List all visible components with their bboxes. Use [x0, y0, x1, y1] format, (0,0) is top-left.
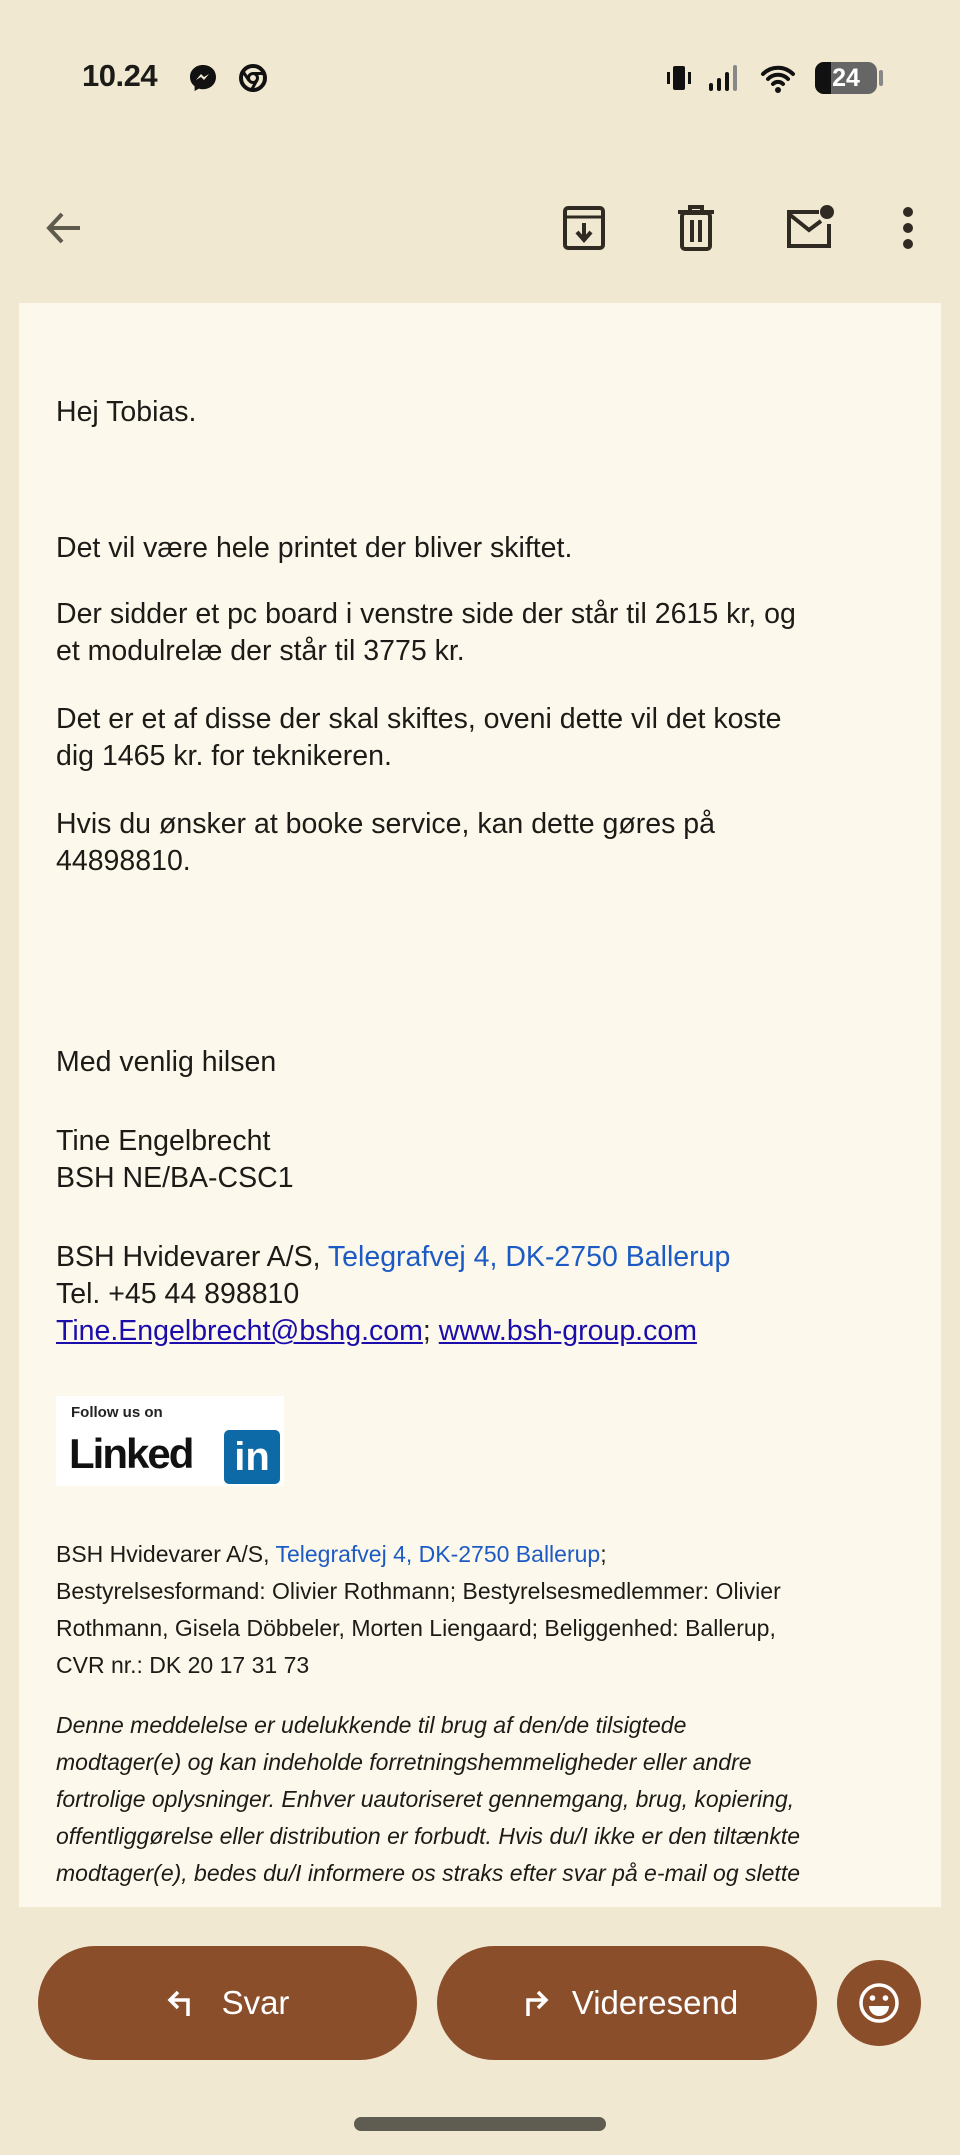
- smiley-icon: [857, 1981, 901, 2025]
- battery-indicator: [815, 62, 877, 94]
- linkedin-in-logo: in: [224, 1430, 280, 1484]
- phone: Tel. +45 44 898810: [56, 1278, 300, 1310]
- closing: Med venlig hilsen: [56, 1046, 277, 1078]
- body-paragraph-2: [56, 596, 796, 670]
- footer-company: BSH Hvidevarer A/S,: [56, 1541, 276, 1567]
- contact-block: [56, 1239, 730, 1350]
- messenger-icon: [188, 63, 218, 93]
- signal-icon: [707, 63, 743, 93]
- line: 44898810.: [56, 845, 191, 877]
- chrome-icon: [238, 63, 268, 93]
- linkedin-follow-badge[interactable]: [56, 1396, 284, 1486]
- line: dig 1465 kr. for teknikeren.: [56, 740, 392, 772]
- mark-unread-icon: [785, 204, 835, 252]
- forward-label: Videresend: [571, 1984, 739, 2021]
- reply-icon: [166, 1986, 200, 2020]
- disclaimer-line: fortrolige oplysninger. Enhver uautoriseret gennemgang, brug, kopiering,: [56, 1786, 795, 1812]
- email-link[interactable]: Tine.Engelbrecht@bshg.com: [56, 1315, 423, 1347]
- links-line: [56, 1313, 730, 1350]
- company-line: [56, 1239, 730, 1276]
- battery-level: 24: [832, 64, 860, 92]
- email-body: [19, 303, 941, 1907]
- greeting: Hej Tobias.: [56, 396, 197, 428]
- archive-button[interactable]: [556, 200, 612, 256]
- body-paragraph-1: [56, 530, 572, 567]
- mark-unread-button[interactable]: [782, 200, 838, 256]
- footer-line: Bestyrelsesformand: Olivier Rothmann; Bestyrelsesmedlemmer: Olivier: [56, 1578, 781, 1604]
- disclaimer-line: modtager(e), bedes du/I informere os straks efter svar på e-mail og slette: [56, 1860, 800, 1886]
- archive-icon: [562, 204, 606, 252]
- forward-icon: [516, 1986, 550, 2020]
- line: Hvis du ønsker at booke service, kan dette gøres på: [56, 808, 715, 840]
- legal-footer: [56, 1536, 781, 1684]
- linkedin-follow-text: Follow us on: [71, 1404, 163, 1421]
- delete-button[interactable]: [668, 200, 724, 256]
- line: Det vil være hele printet der bliver skiftet.: [56, 532, 573, 564]
- back-icon: [42, 206, 86, 250]
- footer-address-link[interactable]: Telegrafvej 4, DK-2750 Ballerup: [275, 1541, 601, 1567]
- back-button[interactable]: [36, 200, 92, 256]
- reply-label: Svar: [221, 1984, 290, 2021]
- disclaimer-line: offentliggørelse eller distribution er forbudt. Hvis du/I ikke er den tiltænkte: [56, 1823, 801, 1849]
- separator: ;: [422, 1315, 439, 1347]
- disclaimer-line: Denne meddelelse er udelukkende til brug af den/de tilsigtede: [56, 1712, 687, 1738]
- footer-semicolon: ;: [600, 1541, 607, 1567]
- delete-icon: [676, 204, 716, 252]
- footer-line: Rothmann, Gisela Döbbeler, Morten Liengaard; Beliggenhed: Ballerup,: [56, 1615, 776, 1641]
- vibrate-icon: [664, 63, 694, 93]
- forward-button[interactable]: [437, 1946, 817, 2060]
- signature-block: [56, 1123, 294, 1197]
- linkedin-word: Linked: [69, 1430, 193, 1477]
- sender-name: Tine Engelbrecht: [56, 1125, 271, 1157]
- status-time: 10.24: [82, 58, 158, 93]
- sender-department: BSH NE/BA-CSC1: [56, 1162, 294, 1194]
- address-link[interactable]: Telegrafvej 4, DK-2750 Ballerup: [327, 1241, 731, 1273]
- line: et modulrelæ der står til 3775 kr.: [56, 635, 465, 667]
- home-gesture-bar[interactable]: [354, 2117, 606, 2131]
- more-icon: [901, 206, 915, 250]
- line: Der sidder et pc board i venstre side der står til 2615 kr, og: [56, 598, 796, 630]
- website-link[interactable]: www.bsh-group.com: [438, 1315, 697, 1347]
- disclaimer: [56, 1707, 800, 1892]
- more-options-button[interactable]: [880, 200, 936, 256]
- company-name: BSH Hvidevarer A/S,: [56, 1241, 328, 1273]
- body-paragraph-3: [56, 701, 782, 775]
- body-paragraph-4: [56, 806, 715, 880]
- emoji-reaction-button[interactable]: [837, 1960, 921, 2046]
- line: Det er et af disse der skal skiftes, oveni dette vil det koste: [56, 703, 782, 735]
- footer-line: CVR nr.: DK 20 17 31 73: [56, 1652, 310, 1678]
- reply-button[interactable]: [38, 1946, 417, 2060]
- disclaimer-line: modtager(e) og kan indeholde forretningshemmeligheder eller andre: [56, 1749, 752, 1775]
- wifi-icon: [760, 63, 796, 95]
